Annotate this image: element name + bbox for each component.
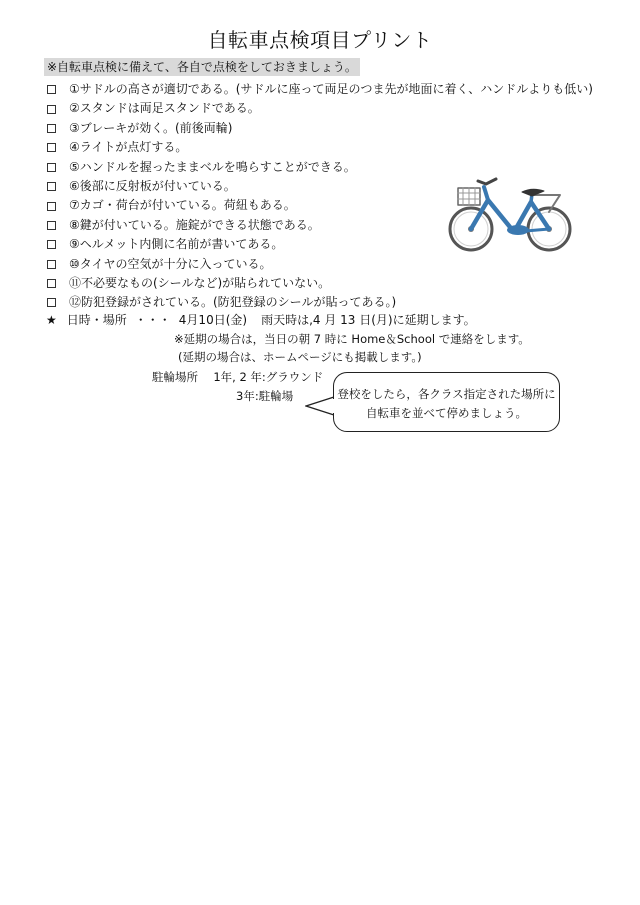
parking-grades-1-2: 1年, 2 年:グラウンド <box>213 370 324 384</box>
checklist-item <box>44 255 593 274</box>
checkbox[interactable] <box>47 143 56 152</box>
schedule-rain-date: 雨天時は,4 月 13 日(月)に延期します。 <box>261 313 476 327</box>
checkbox[interactable] <box>47 124 56 133</box>
checkbox[interactable] <box>47 240 56 249</box>
intro-note: ※自転車点検に備えて、各自で点検をしておきましょう。 <box>44 58 360 76</box>
checklist-item <box>44 80 593 99</box>
checklist-item-text: ④ライトが点灯する。 <box>69 140 188 155</box>
checklist-item-text: ③ブレーキが効く。(前後両輪) <box>69 120 233 135</box>
postpone-note: ※延期の場合は，当日の朝 7 時に Home＆School で連絡をします。 <box>174 332 530 346</box>
schedule-line <box>46 311 476 328</box>
checklist-item <box>44 274 593 293</box>
checklist-item-text: ①サドルの高さが適切である。(サドルに座って両足のつま先が地面に着く、ハンドルよりも低い) <box>69 82 593 96</box>
checkbox[interactable] <box>47 279 56 288</box>
checklist-item-text: ⑧鍵が付いている。施錠ができる状態である。 <box>69 217 320 232</box>
checklist-item <box>44 119 593 138</box>
checkbox[interactable] <box>47 202 56 211</box>
checklist-item <box>44 293 593 312</box>
schedule-label: 日時・場所 <box>66 313 127 327</box>
checklist-item-text: ⑥後部に反射板が付いている。 <box>69 178 236 193</box>
checkbox[interactable] <box>47 221 56 230</box>
star-icon: ★ <box>46 312 57 327</box>
checklist-item-text: ⑫防犯登録がされている。(防犯登録のシールが貼ってある。) <box>69 295 397 310</box>
checkbox[interactable] <box>47 163 56 172</box>
checklist-item-text: ⑦カゴ・荷台が付いている。荷紐もある。 <box>69 198 296 213</box>
parking-grade-3: 3年:駐輪場 <box>236 389 294 403</box>
checklist-item-text: ⑨ヘルメット内側に名前が書いてある。 <box>69 237 284 252</box>
speech-bubble <box>333 372 560 432</box>
checkbox[interactable] <box>47 182 56 191</box>
checkbox[interactable] <box>47 298 56 307</box>
parking-line-1 <box>152 369 323 385</box>
checkbox[interactable] <box>47 85 56 94</box>
schedule-date: 4月10日(金) <box>178 313 248 327</box>
postpone-homepage-note: (延期の場合は、ホームページにも掲載します。) <box>178 350 422 364</box>
checklist-item <box>44 138 593 157</box>
speech-bubble-tail-mask <box>331 398 337 414</box>
checkbox[interactable] <box>47 105 56 114</box>
checklist-item-text: ⑪不必要なもの(シールなど)が貼られていない。 <box>69 275 331 290</box>
checklist-item <box>44 99 593 118</box>
checklist-item-text: ⑤ハンドルを握ったままベルを鳴らすことができる。 <box>69 159 356 174</box>
parking-label: 駐輪場所 <box>152 370 198 384</box>
speech-bubble-line-1: 登校をしたら，各クラス指定された場所に <box>337 387 556 401</box>
speech-bubble-line-2: 自転車を並べて停めましょう。 <box>366 406 527 420</box>
checklist-item-text: ②スタンドは両足スタンドである。 <box>69 101 260 116</box>
checkbox[interactable] <box>47 260 56 269</box>
schedule-dots: ・・・ <box>134 313 171 327</box>
bicycle-illustration <box>448 172 574 256</box>
page-title: 自転車点検項目プリント <box>207 28 433 52</box>
checklist-item-text: ⑩タイヤの空気が十分に入っている。 <box>69 256 272 271</box>
